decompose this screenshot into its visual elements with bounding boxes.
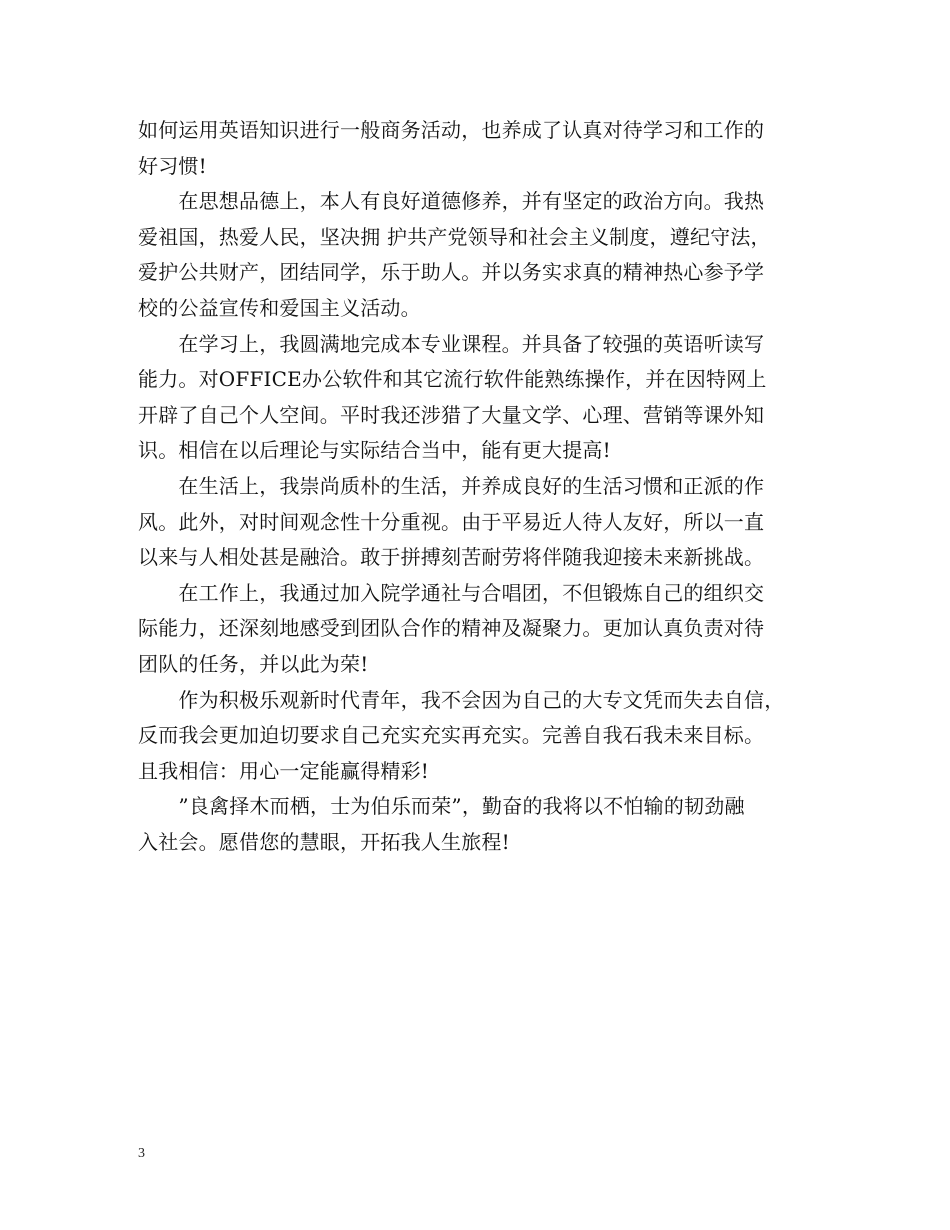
text-line: 校的公益宣传和爱国主义活动。 (138, 295, 421, 320)
text-line: 好习惯! (138, 153, 207, 178)
text-line: 如何运用英语知识进行一般商务活动，也养成了认真对待学习和工作的 (138, 118, 765, 142)
text-line: 能力。对OFFICE办公软件和其它流行软件能熟练操作，并在因特网上 (138, 367, 767, 392)
text-line: 团队的任务，并以此为荣! (138, 651, 369, 676)
text-line: 识。相信在以后理论与实际结合当中，能有更大提高! (138, 438, 611, 463)
body-text (138, 113, 818, 860)
text-line: 际能力，还深刻地感受到团队合作的精神及凝聚力。更加认真负责对待 (138, 616, 765, 641)
text-line: 开辟了自己个人空间。平时我还涉猎了大量文学、心理、营销等课外知 (138, 402, 765, 427)
text-line: 在学习上，我圆满地完成本专业课程。并具备了较强的英语听读写 (138, 331, 765, 356)
text-line: 在思想品德上，本人有良好道德修养，并有坚定的政治方向。我热 (138, 189, 765, 214)
text-line: 在生活上，我崇尚质朴的生活，并养成良好的生活习惯和正派的作 (138, 473, 765, 498)
text-line: 入社会。愿借您的慧眼，开拓我人生旅程! (138, 829, 510, 854)
text-line: 作为积极乐观新时代青年，我不会因为自己的大专文凭而失去自信， (138, 687, 785, 712)
text-line: 以来与人相处甚是融洽。敢于拼搏刻苦耐劳将伴随我迎接未来新挑战。 (138, 545, 765, 570)
text-line: 爱祖国，热爱人民，坚决拥 护共产党领导和社会主义制度，遵纪守法， (138, 224, 771, 249)
text-line: 在工作上，我通过加入院学通社与合唱团，不但锻炼自己的组织交 (138, 580, 765, 605)
text-line: 爱护公共财产，团结同学，乐于助人。并以务实求真的精神热心参予学 (138, 260, 765, 285)
text-line: ”良禽择木而栖，士为伯乐而荣”，勤奋的我将以不怕输的韧劲融 (138, 794, 745, 819)
text-line: 反而我会更加迫切要求自己充实充实再充实。完善自我石我未来目标。 (138, 723, 765, 748)
page-number: 3 (138, 1146, 145, 1161)
text-line: 风。此外，对时间观念性十分重视。由于平易近人待人友好，所以一直 (138, 509, 765, 534)
text-line: 且我相信：用心一定能赢得精彩! (138, 758, 430, 783)
